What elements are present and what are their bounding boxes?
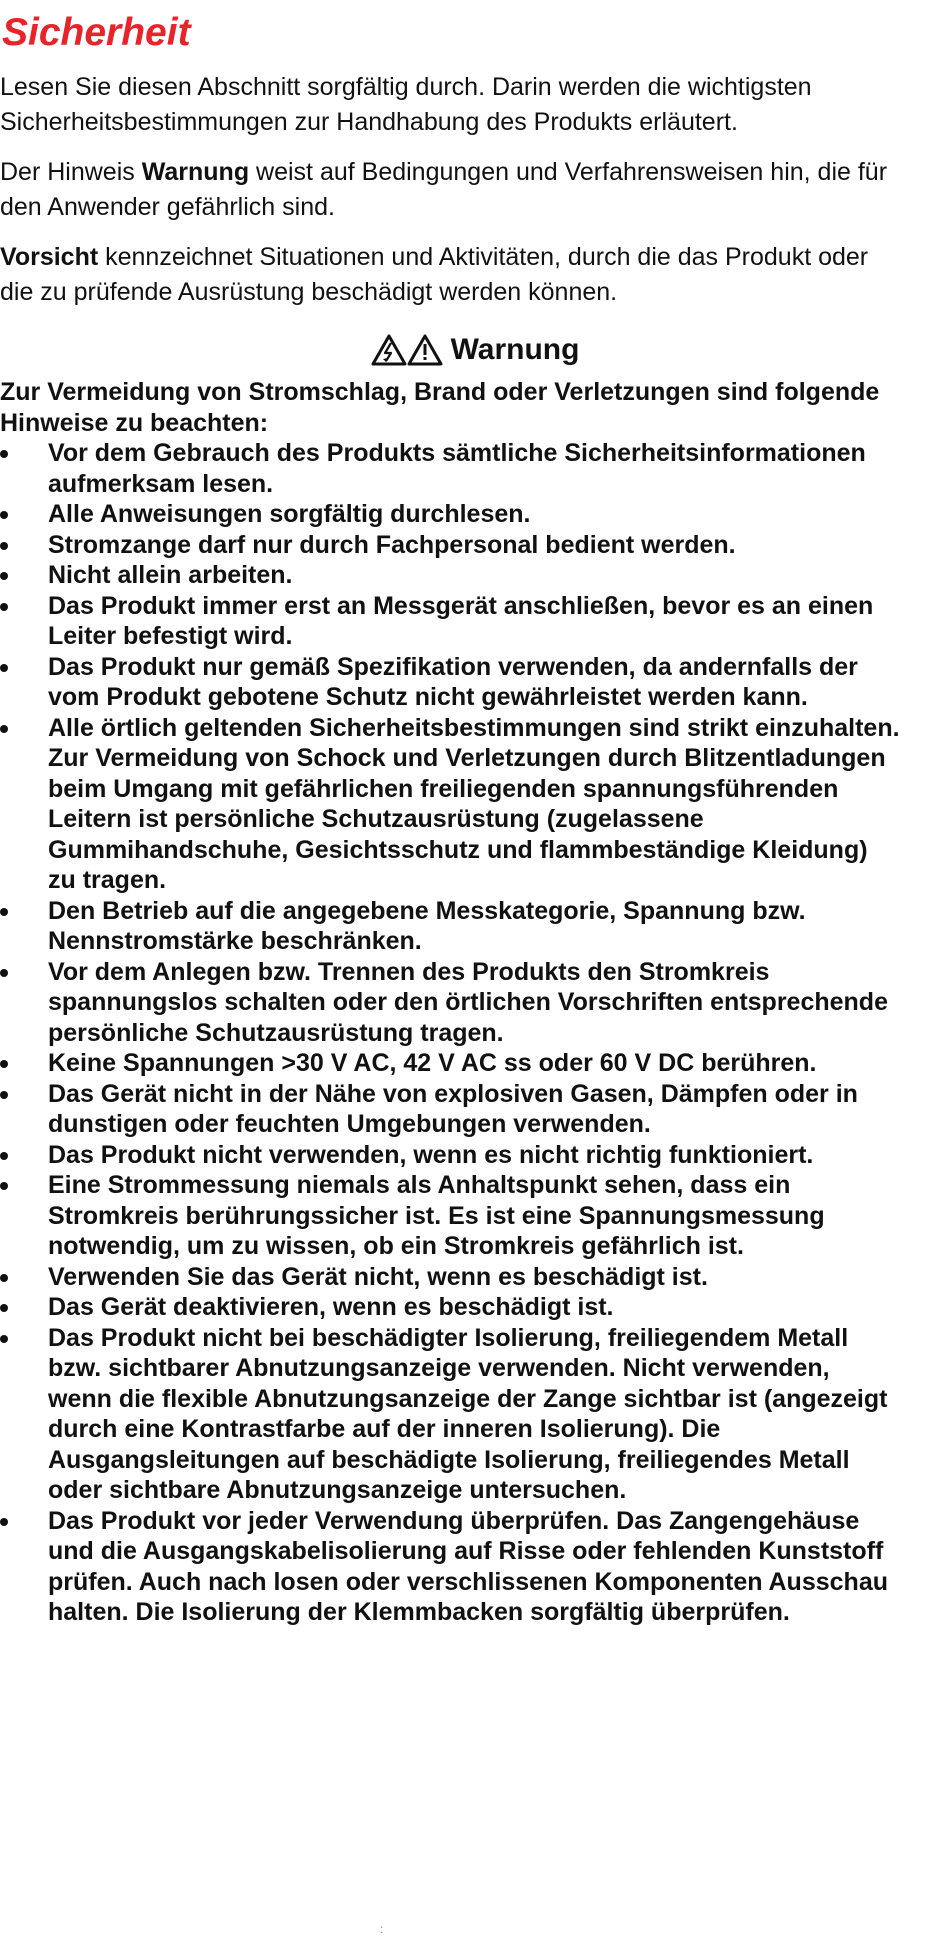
bullet-icon xyxy=(0,908,8,916)
warning-list-item xyxy=(0,652,900,713)
warning-body xyxy=(0,377,900,1628)
warning-list-item-text: Stromzange darf nur durch Fachpersonal bedient werden. xyxy=(48,530,736,559)
warning-list-item xyxy=(0,1170,900,1262)
bullet-icon xyxy=(0,1182,8,1190)
bullet-icon xyxy=(0,969,8,977)
intro-p3-bold: Vorsicht xyxy=(0,243,99,271)
bullet-icon xyxy=(0,664,8,672)
warning-list-item-text: Alle örtlich geltenden Sicherheitsbestimmungen sind strikt einzuhalten. Zur Vermeidung von Schock und Verletzungen durch Blitzentladungen beim Umgang mit gefährlichen freiliegenden spannungsführenden Leitern ist persönliche Schutzausrüstung (zugelassene Gummihandschuhe, Gesichtsschutz und flammbeständige Kleidung) zu tragen. xyxy=(48,713,900,894)
warning-list-item xyxy=(0,1262,900,1293)
warning-list-item-text: Den Betrieb auf die angegebene Messkategorie, Spannung bzw. Nennstromstärke beschränken. xyxy=(48,896,806,955)
electrical-hazard-icon xyxy=(371,334,407,366)
bullet-icon xyxy=(0,1304,8,1312)
bullet-icon xyxy=(0,542,8,550)
bullet-icon xyxy=(0,603,8,611)
warning-list-item xyxy=(0,1079,900,1140)
warning-icons xyxy=(371,334,443,366)
warning-list-item-text: Vor dem Anlegen bzw. Trennen des Produkts den Stromkreis spannungslos schalten oder den örtlichen Vorschriften entsprechende persönliche Schutzausrüstung tragen. xyxy=(48,957,888,1047)
warning-list-item xyxy=(0,1323,900,1506)
bullet-icon xyxy=(0,1060,8,1068)
bullet-icon xyxy=(0,1091,8,1099)
warning-list-item-text: Das Produkt nicht verwenden, wenn es nicht richtig funktioniert. xyxy=(48,1140,814,1169)
intro-paragraph-2 xyxy=(0,155,900,225)
intro-section xyxy=(0,70,900,325)
warning-list-item-text: Das Produkt immer erst an Messgerät anschließen, bevor es an einen Leiter befestigt wird. xyxy=(48,591,874,650)
intro-p3-after: kennzeichnet Situationen und Aktivitäten, durch die das Produkt oder die zu prüfende Ausrüstung beschädigt werden können. xyxy=(0,243,869,306)
warning-list-item xyxy=(0,713,900,896)
warning-list xyxy=(0,438,900,1628)
warning-list-item xyxy=(0,957,900,1049)
intro-paragraph-1: Lesen Sie diesen Abschnitt sorgfältig durch. Darin werden die wichtigsten Sicherheitsbestimmungen zur Handhabung des Produkts erläutert. xyxy=(0,73,812,136)
bullet-icon xyxy=(0,725,8,733)
warning-list-item-text: Das Produkt nur gemäß Spezifikation verwenden, da andernfalls der vom Produkt gebotene Schutz nicht gewährleistet werden kann. xyxy=(48,652,858,711)
bullet-icon xyxy=(0,572,8,580)
bullet-icon xyxy=(0,1274,8,1282)
bullet-icon xyxy=(0,1518,8,1526)
page-title: Sicherheit xyxy=(2,11,191,54)
warning-triangle-icon xyxy=(407,334,443,366)
warning-list-item xyxy=(0,1292,900,1323)
intro-p2-after: weist auf Bedingungen und Verfahrensweisen hin, die für den Anwender gefährlich sind. xyxy=(0,158,888,221)
intro-paragraph-3 xyxy=(0,240,900,310)
warning-list-item-text: Eine Strommessung niemals als Anhaltspunkt sehen, dass ein Stromkreis berührungssicher ist. Es ist eine Spannungsmessung notwendig, um zu wissen, ob ein Stromkreis gefährlich ist. xyxy=(48,1171,825,1260)
intro-p2-before: Der Hinweis xyxy=(0,158,142,186)
warning-list-item-text: Das Produkt vor jeder Verwendung überprüfen. Das Zangengehäuse und die Ausgangskabelisolierung auf Risse oder fehlenden Kunststoff prüfen. Auch nach losen oder verschlissenen Komponenten Ausschau halten. Die Isolierung der Klemmbacken sorgfältig überprüfen. xyxy=(48,1506,888,1626)
warning-intro: Zur Vermeidung von Stromschlag, Brand oder Verletzungen sind folgende Hinweise zu beachten: xyxy=(0,378,880,437)
warning-heading-label: Warnung xyxy=(450,333,580,366)
bullet-icon xyxy=(0,1152,8,1160)
warning-list-item xyxy=(0,530,900,561)
bullet-icon xyxy=(0,450,8,458)
warning-list-item-text: Das Gerät deaktivieren, wenn es beschädigt ist. xyxy=(48,1293,614,1321)
warning-list-item-text: Nicht allein arbeiten. xyxy=(48,561,293,589)
warning-list-item xyxy=(0,896,900,957)
intro-p2-bold: Warnung xyxy=(141,158,250,186)
warning-list-item xyxy=(0,560,900,591)
warning-list-item xyxy=(0,1506,900,1628)
warning-list-item xyxy=(0,591,900,652)
warning-list-item xyxy=(0,1048,900,1079)
warning-list-item xyxy=(0,499,900,530)
warning-list-item-text: Das Gerät nicht in der Nähe von explosiven Gasen, Dämpfen oder in dunstigen oder feuchten Umgebungen verwenden. xyxy=(48,1079,858,1138)
warning-list-item-text: Keine Spannungen >30 V AC, 42 V AC ss oder 60 V DC berühren. xyxy=(48,1049,817,1077)
bullet-icon xyxy=(0,1335,8,1343)
warning-heading xyxy=(0,330,950,370)
warning-list-item xyxy=(0,1140,900,1171)
bullet-icon xyxy=(0,511,8,519)
warning-list-item-text: Alle Anweisungen sorgfältig durchlesen. xyxy=(48,500,531,528)
warning-list-item-text: Das Produkt nicht bei beschädigter Isolierung, freiliegendem Metall bzw. sichtbarer Abnutzungsanzeige verwenden. Nicht verwenden, wenn die flexible Abnutzungsanzeige der Zange sichtbar ist (angezeigt durch eine Kontrastfarbe auf der inneren Isolierung). Die Ausgangsleitungen auf beschädigte Isolierung, freiliegendes Metall oder sichtbare Abnutzungsanzeige untersuchen. xyxy=(48,1323,888,1504)
warning-list-item xyxy=(0,438,900,499)
warning-list-item-text: Verwenden Sie das Gerät nicht, wenn es beschädigt ist. xyxy=(48,1262,708,1291)
page-footer-mark: : xyxy=(380,1922,384,1936)
warning-list-item-text: Vor dem Gebrauch des Produkts sämtliche Sicherheitsinformationen aufmerksam lesen. xyxy=(48,439,866,498)
